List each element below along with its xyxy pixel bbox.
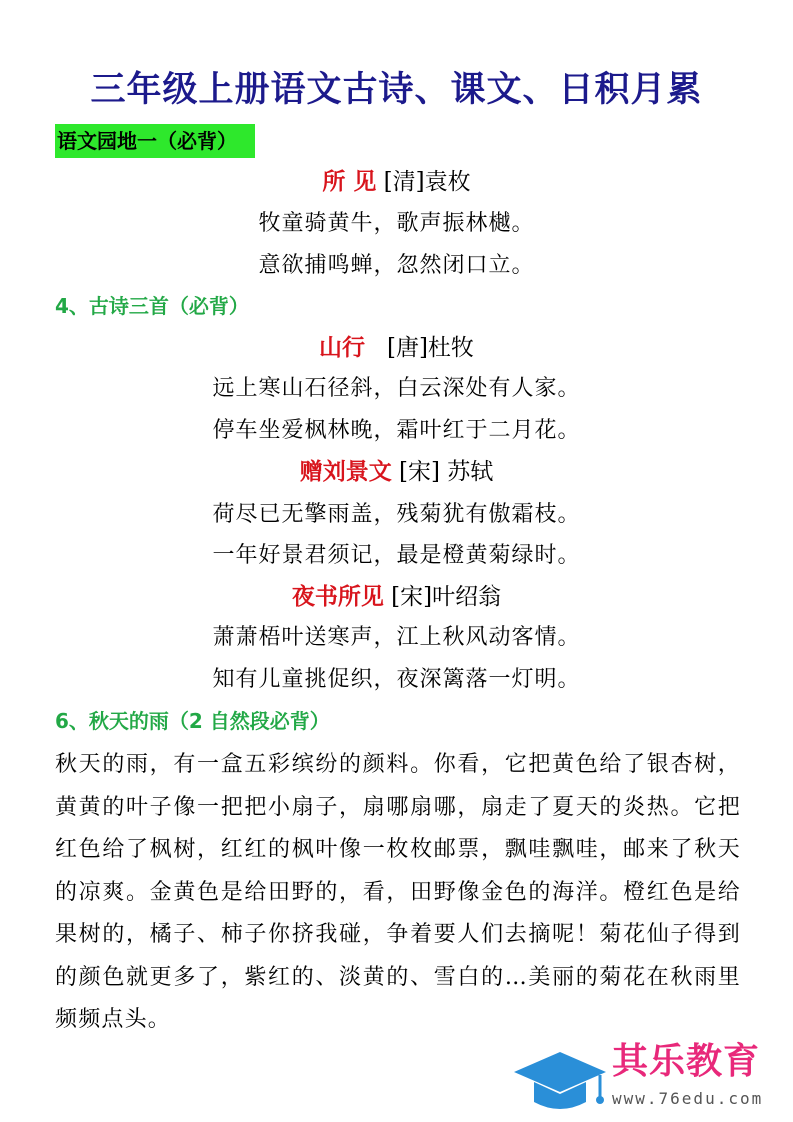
poem-name: 赠刘景文	[299, 459, 392, 485]
page-title: 三年级上册语文古诗、课文、日积月累	[90, 70, 703, 110]
section-heading-gushi: 4、古诗三首（必背）	[55, 294, 249, 318]
poem-title-yeshusuojian	[0, 581, 793, 613]
poem-line: 意欲捕鸣蝉，忽然闭口立。	[258, 253, 535, 278]
poem-name: 所 见	[322, 169, 377, 195]
poem-author: [宋] 苏轼	[391, 459, 494, 485]
poem-author: [清]袁枚	[376, 169, 471, 195]
poem-author: [唐]杜牧	[365, 335, 474, 361]
poem-author: [宋]叶绍翁	[383, 584, 502, 610]
watermark-url: www.76edu.com	[612, 1089, 764, 1108]
poem-line: 荷尽已无擎雨盖，残菊犹有傲霜枝。	[212, 502, 581, 527]
poem-line: 牧童骑黄牛，歌声振林樾。	[258, 211, 535, 236]
poem-title-suojian	[0, 166, 793, 198]
poem-title-shanxing	[0, 332, 793, 364]
passage-paragraph: 秋天的雨，有一盒五彩缤纷的颜料。你看，它把黄色给了银杏树，黄黄的叶子像一把把小扇子，扇哪扇哪，扇走了夏天的炎热。它把红色给了枫树，红红的枫叶像一枚枚邮票，飘哇飘哇，邮来了秋天的凉爽。金黄色是给田野的，看，田野像金色的海洋。橙红色是给果树的，橘子、柿子你挤我碰，争着要人们去摘呢！菊花仙子得到的颜色就更多了，紫红的、淡黄的、雪白的…美丽的菊花在秋雨里频频点头。	[55, 752, 741, 1032]
poem-name: 夜书所见	[291, 584, 384, 610]
poem-line: 萧萧梧叶送寒声，江上秋风动客情。	[212, 625, 581, 650]
poem-line: 远上寒山石径斜，白云深处有人家。	[212, 376, 581, 401]
section-heading-qiutiandeyu: 6、秋天的雨（2 自然段必背）	[55, 709, 330, 733]
poem-line: 知有儿童挑促织，夜深篱落一灯明。	[212, 667, 581, 692]
watermark-brand-name: 其乐教育	[612, 1041, 761, 1082]
poem-name: 山行	[319, 335, 366, 361]
poem-line: 一年好景君须记，最是橙黄菊绿时。	[212, 543, 581, 568]
poem-line: 停车坐爱枫林晚，霜叶红于二月花。	[212, 418, 581, 443]
poem-title-zengliujingwen	[0, 456, 793, 488]
section-heading-yuwen-yuandi: 语文园地一（必背）	[55, 124, 255, 158]
